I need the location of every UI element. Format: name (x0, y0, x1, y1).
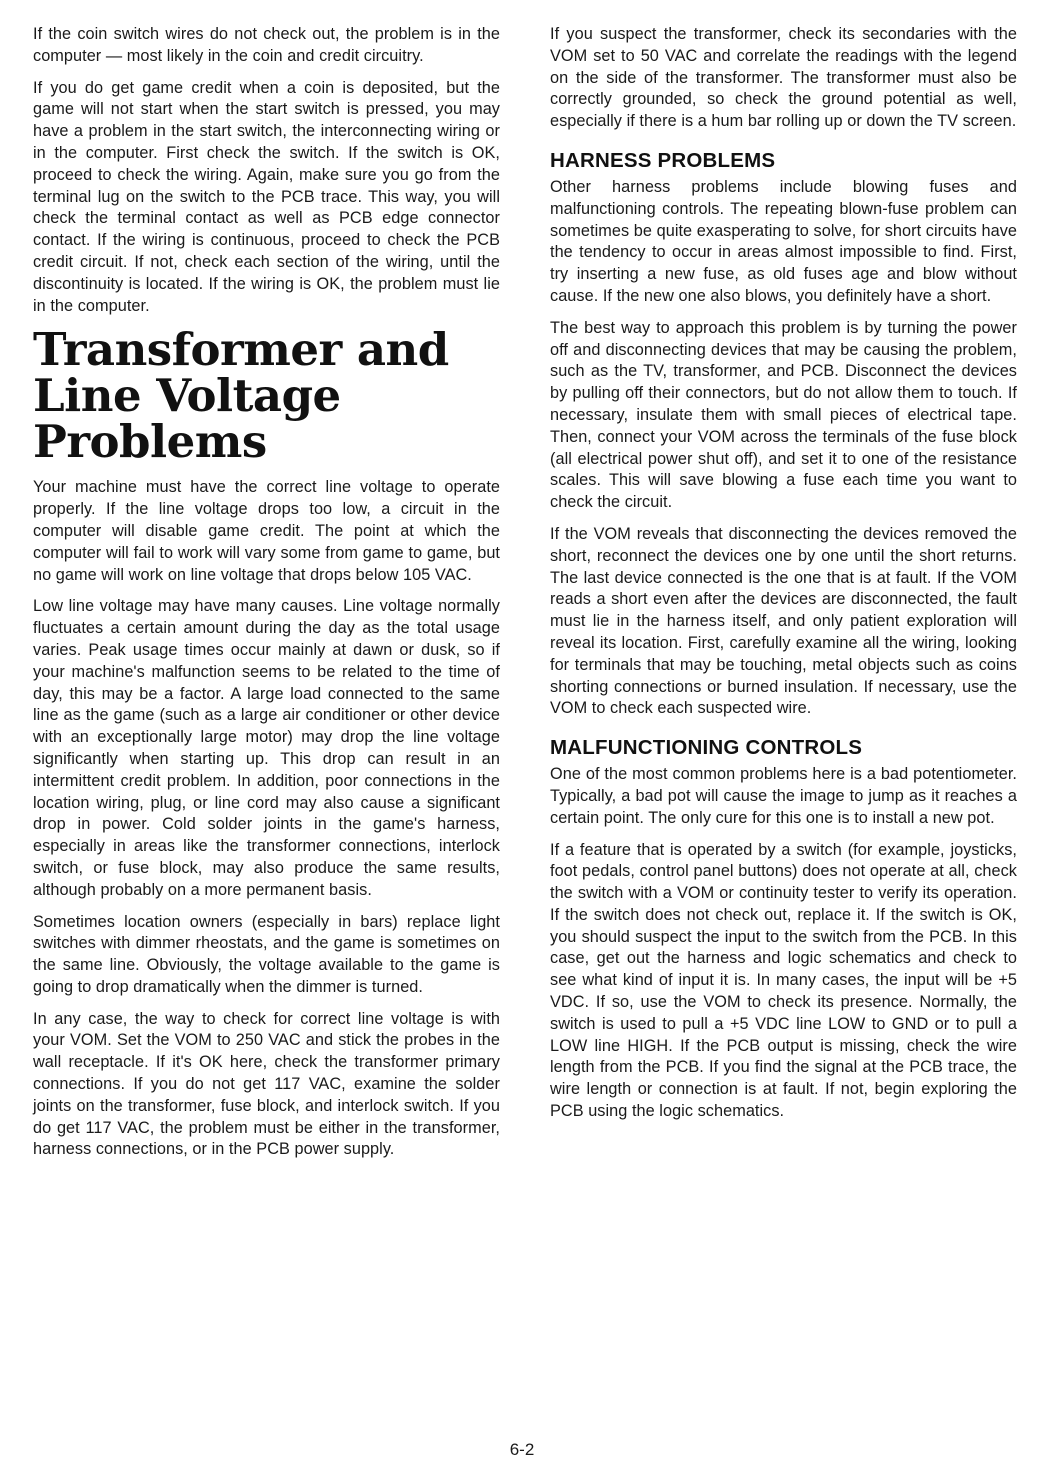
heading-harness-problems: HARNESS PROBLEMS (550, 148, 776, 172)
page-number: 6-2 (509, 1440, 535, 1459)
section-title-transformer (33, 323, 500, 469)
paragraph-coin-switch: If the coin switch wires do not check out, the problem is in the computer — most likely in the coin and credit circuitry. (33, 25, 500, 65)
right-column (550, 24, 1017, 1133)
paragraph-reconnect-devices: If the VOM reveals that disconnecting the devices removed the short, reconnect the devices one by one until the short returns. The last device connected is the one that is at fault. If the VOM reads a short even after the devices are disconnected, the fault must lie in the harness itself, and only patient exploration will reveal its location. First, carefully examine all the wiring, looking for terminals that may be touching, metal objects such as coins shorting connections or burned insulation. If necessary, use the VOM to check each suspected wire. (550, 524, 1017, 718)
paragraph-transformer-secondaries: If you suspect the transformer, check its secondaries with the VOM set to 50 VAC and correlate the readings with the legend on the side of the transformer. The transformer must also be correctly grounded, so check the ground potential as well, especially if there is a hum bar rolling up or down the TV screen. (550, 25, 1017, 131)
paragraph-switch-features: If a feature that is operated by a switch (for example, joysticks, foot pedals, control panel buttons) does not operate at all, check the switch with a VOM or continuity tester to verify its operation. If the switch does not check out, replace it. If the switch is OK, you should suspect the input to the switch from the PCB. In this case, get out the harness and logic schematics and check to see what kind of input it is. In many cases, the input will be +5 VDC. If so, use the VOM to check its presence. Normally, the switch is used to pull a +5 VDC line LOW to GND or to pull a LOW line HIGH. If the PCB output is missing, check the wire length from the PCB. If you find the signal at the PCB trace, the wire length or connection is at fault. If not, begin exploring the PCB using the logic schematics. (550, 840, 1017, 1121)
paragraph-disconnect-devices: The best way to approach this problem is by turning the power off and disconnecting devices that may be causing the problem, such as the TV, transformer, and PCB. Disconnect the devices by pulling off their connectors, but do not allow them to touch. If necessary, insulate them with small pieces of electrical tape. Then, connect your VOM across the terminals of the fuse block (all electrical power shut off), and set it to one of the resistance scales. This will save blowing a fuse each time you want to check the circuit. (550, 318, 1017, 512)
title-line-3: Problems (33, 415, 267, 469)
paragraph-low-voltage-causes: Low line voltage may have many causes. Line voltage normally fluctuates a certain amount during the day as the total usage varies. Peak usage times occur mainly at dawn or dusk, so if your machine's malfunction seems to be related to the time of day, this may be a factor. A large load connected to the same line as the game (such as a large air conditioner or other device with an exceptionally large motor) may drop the line voltage significantly when starting up. This drop can result in an intermittent credit problem. In addition, poor connections in the location wiring, plug, or line cord may also cause a significant drop in power. Cold solder joints in the game's harness, especially in areas like the transformer connections, interlock switch, or fuse block, may also produce the same results, although probably on a more permanent basis. (33, 597, 500, 899)
paragraph-dimmer-rheostats: Sometimes location owners (especially in bars) replace light switches with dimmer rheostats, and the game is sometimes on the same line. Obviously, the voltage available to the game is going to drop dramatically when the dimmer is turned. (33, 912, 500, 996)
paragraph-bad-potentiometer: One of the most common problems here is a bad potentiometer. Typically, a bad pot will cause the image to jump as it reaches a certain point. The only cure for this one is to install a new pot. (550, 765, 1017, 827)
paragraph-start-switch: If you do get game credit when a coin is deposited, but the game will not start when the start switch is pressed, you may have a problem in the start switch, the interconnecting wiring or in the computer. First check the switch. If the switch is OK, proceed to check the wiring. Again, make sure you go from the terminal lug on the switch to the PCB trace. This way, you will check the terminal contact as well as PCB edge connector contact. If the wiring is continuous, proceed to check the PCB credit circuit. If not, check each section of the wiring, until the discontinuity is located. If the wiring is OK, the problem must lie in the computer. (33, 78, 500, 315)
heading-malfunctioning-controls: MALFUNCTIONING CONTROLS (550, 736, 863, 760)
left-column (33, 24, 500, 1171)
paragraph-line-voltage: Your machine must have the correct line voltage to operate properly. If the line voltage drops too low, a circuit in the computer will disable game credit. The point at which the computer will fail to work will vary some from game to game, but no game will work on line voltage that drops below 105 VAC. (33, 478, 500, 584)
paragraph-check-line-voltage: In any case, the way to check for correct line voltage is with your VOM. Set the VOM to 250 VAC and stick the probes in the wall receptacle. If it's OK here, check the transformer primary connections. If you do not get 117 VAC, examine the solder joints on the transformer, fuse block, and interlock switch. If you do get 117 VAC, the problem must be either in the transformer, harness connections, or in the PCB power supply. (33, 1009, 500, 1159)
title-line-2: Line Voltage (33, 369, 341, 423)
paragraph-blown-fuses: Other harness problems include blowing fuses and malfunctioning controls. The repeating blown-fuse problem can sometimes be quite exasperating to solve, for short circuits have the tendency to occur in areas almost impossible to find. First, try inserting a new fuse, as old fuses age and blow without cause. If the new one also blows, you definitely have a short. (550, 177, 1017, 305)
title-line-1: Transformer and (33, 323, 449, 377)
